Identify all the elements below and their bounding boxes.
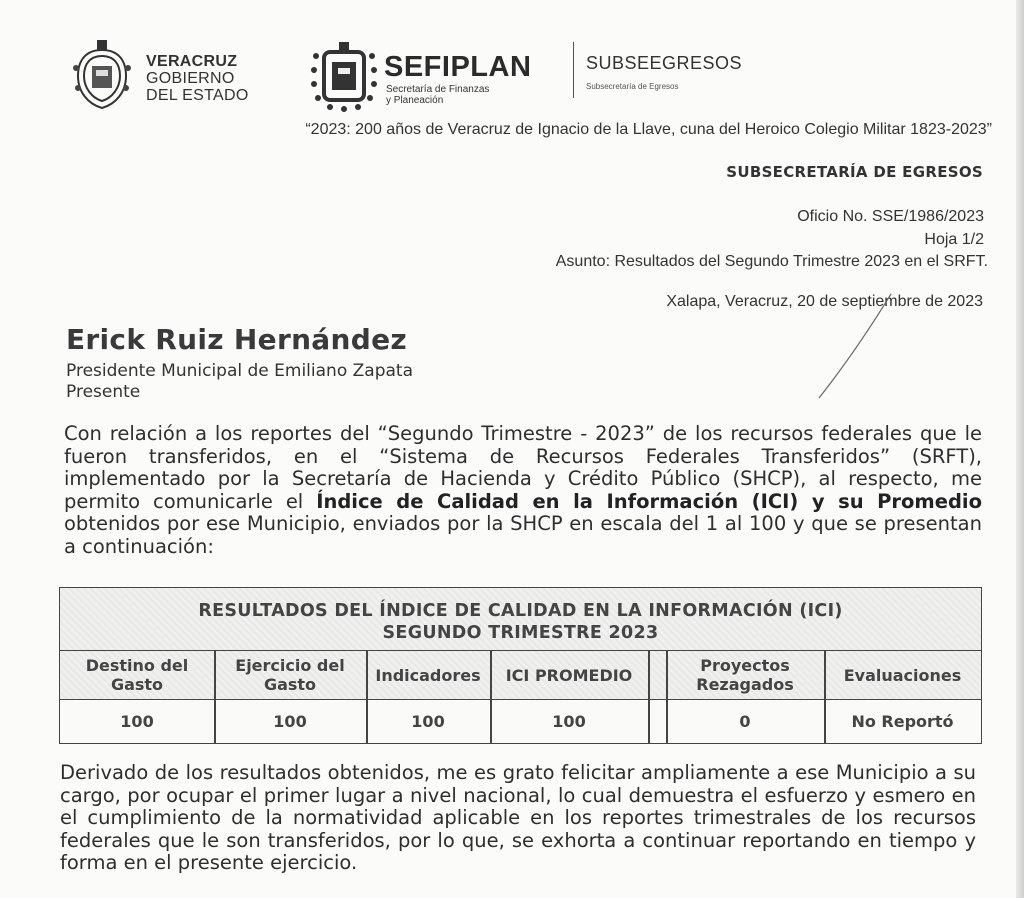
- table-cell: 100: [552, 712, 586, 731]
- asunto: Asunto: Resultados del Segundo Trimestre 2023 en el SRFT.: [555, 253, 988, 270]
- table-header-cell: ICI PROMEDIO: [505, 665, 633, 685]
- table-title-line1: RESULTADOS DEL ÍNDICE DE CALIDAD EN LA INFORMACIÓN (ICI): [198, 601, 843, 621]
- oficio-number: Oficio No. SSE/1986/2023: [797, 208, 984, 225]
- table-header-cell: Proyectos Rezagados: [696, 656, 794, 694]
- place-date: Xalapa, Veracruz, 20 de septiembre de 2023: [666, 293, 983, 310]
- subsecretaria-heading: SUBSECRETARÍA DE EGRESOS: [726, 163, 983, 181]
- recipient-presente: Presente: [66, 382, 141, 402]
- para1-part1: Con relación a los reportes del “Segundo Trimestre - 2023” de los recursos federales que le fueron transferidos, en el “Sistema de Recursos Federales Transferidos” (SRFT), implementado por la Secretaría de Hacienda y Crédito Público (SHCP), al respecto, me permito comunicarle el: [64, 422, 982, 513]
- table-col-divider: [490, 650, 492, 743]
- table-header-row: [60, 650, 981, 700]
- sefiplan-crest-logo: [310, 40, 378, 112]
- table-header-cell: Ejercicio del Gasto: [235, 656, 345, 694]
- table-col-divider: [824, 650, 826, 743]
- table-col-divider: [214, 650, 216, 743]
- body-paragraph-2: Derivado de los resultados obtenidos, me es grato felicitar ampliamente a ese Municipio a su cargo, por ocupar el primer lugar a nivel nacional, lo cual demuestra el esfuerzo y esmero en el cumplimiento de la normatividad aplicable en los reportes trimestrales de los recursos federales que le son transferidos, por lo que, se exhorta a continuar reportando en tiempo y forma en el presente ejercicio.: [60, 761, 976, 874]
- sefiplan-name: SEFIPLAN: [384, 51, 532, 83]
- table-col-divider: [648, 650, 650, 743]
- header-divider: [573, 42, 574, 98]
- subsecretaria-logo-title: SUBSEEGRESOS: [586, 53, 743, 73]
- table-cell: 100: [411, 712, 445, 731]
- table-col-divider: [366, 650, 368, 743]
- para1-bold: Índice de Calidad en la Información (ICI) y su Promedio: [316, 489, 982, 513]
- motto: “2023: 200 años de Veracruz de Ignacio de la Llave, cuna del Heroico Colegio Militar 1823-2023”: [305, 121, 992, 138]
- recipient-name: Erick Ruiz Hernández: [66, 323, 407, 356]
- recipient-block: [66, 361, 413, 403]
- veracruz-line3: DEL ESTADO: [146, 87, 249, 104]
- ici-results-table: [59, 587, 982, 744]
- signature-stroke: [815, 290, 895, 402]
- table-cell: No Reportó: [851, 712, 954, 731]
- table-title: [60, 600, 981, 644]
- table-title-line2: SEGUNDO TRIMESTRE 2023: [382, 623, 659, 643]
- para1-part2: obtenidos por ese Municipio, enviados por la SHCP en escala del 1 al 100 y que se presentan a continuación:: [64, 512, 982, 558]
- sefiplan-subtitle: [386, 84, 489, 106]
- table-header-cell: Indicadores: [375, 665, 481, 685]
- hoja-number: Hoja 1/2: [924, 231, 984, 248]
- table-header-cell: Evaluaciones: [843, 665, 962, 685]
- table-data-row: [60, 700, 981, 743]
- table-cell: 100: [273, 712, 307, 731]
- sefiplan-sub-line2: y Planeación: [386, 95, 444, 106]
- table-col-divider: [666, 650, 668, 743]
- scan-edge: [1016, 0, 1024, 898]
- table-cell: 100: [120, 712, 154, 731]
- sefiplan-sub-line1: Secretaría de Finanzas: [386, 84, 490, 95]
- veracruz-gobierno-text: [146, 53, 249, 104]
- body-paragraph-1: [64, 423, 982, 558]
- table-cell: 0: [739, 712, 751, 731]
- veracruz-line2: GOBIERNO: [146, 70, 235, 87]
- veracruz-line1: VERACRUZ: [146, 53, 238, 70]
- subsecretaria-logo-small: Subsecretaría de Egresos: [586, 82, 679, 91]
- recipient-role: Presidente Municipal de Emiliano Zapata: [66, 361, 413, 381]
- veracruz-crest-logo: [70, 38, 134, 112]
- table-header-cell: Destino del Gasto: [85, 656, 189, 694]
